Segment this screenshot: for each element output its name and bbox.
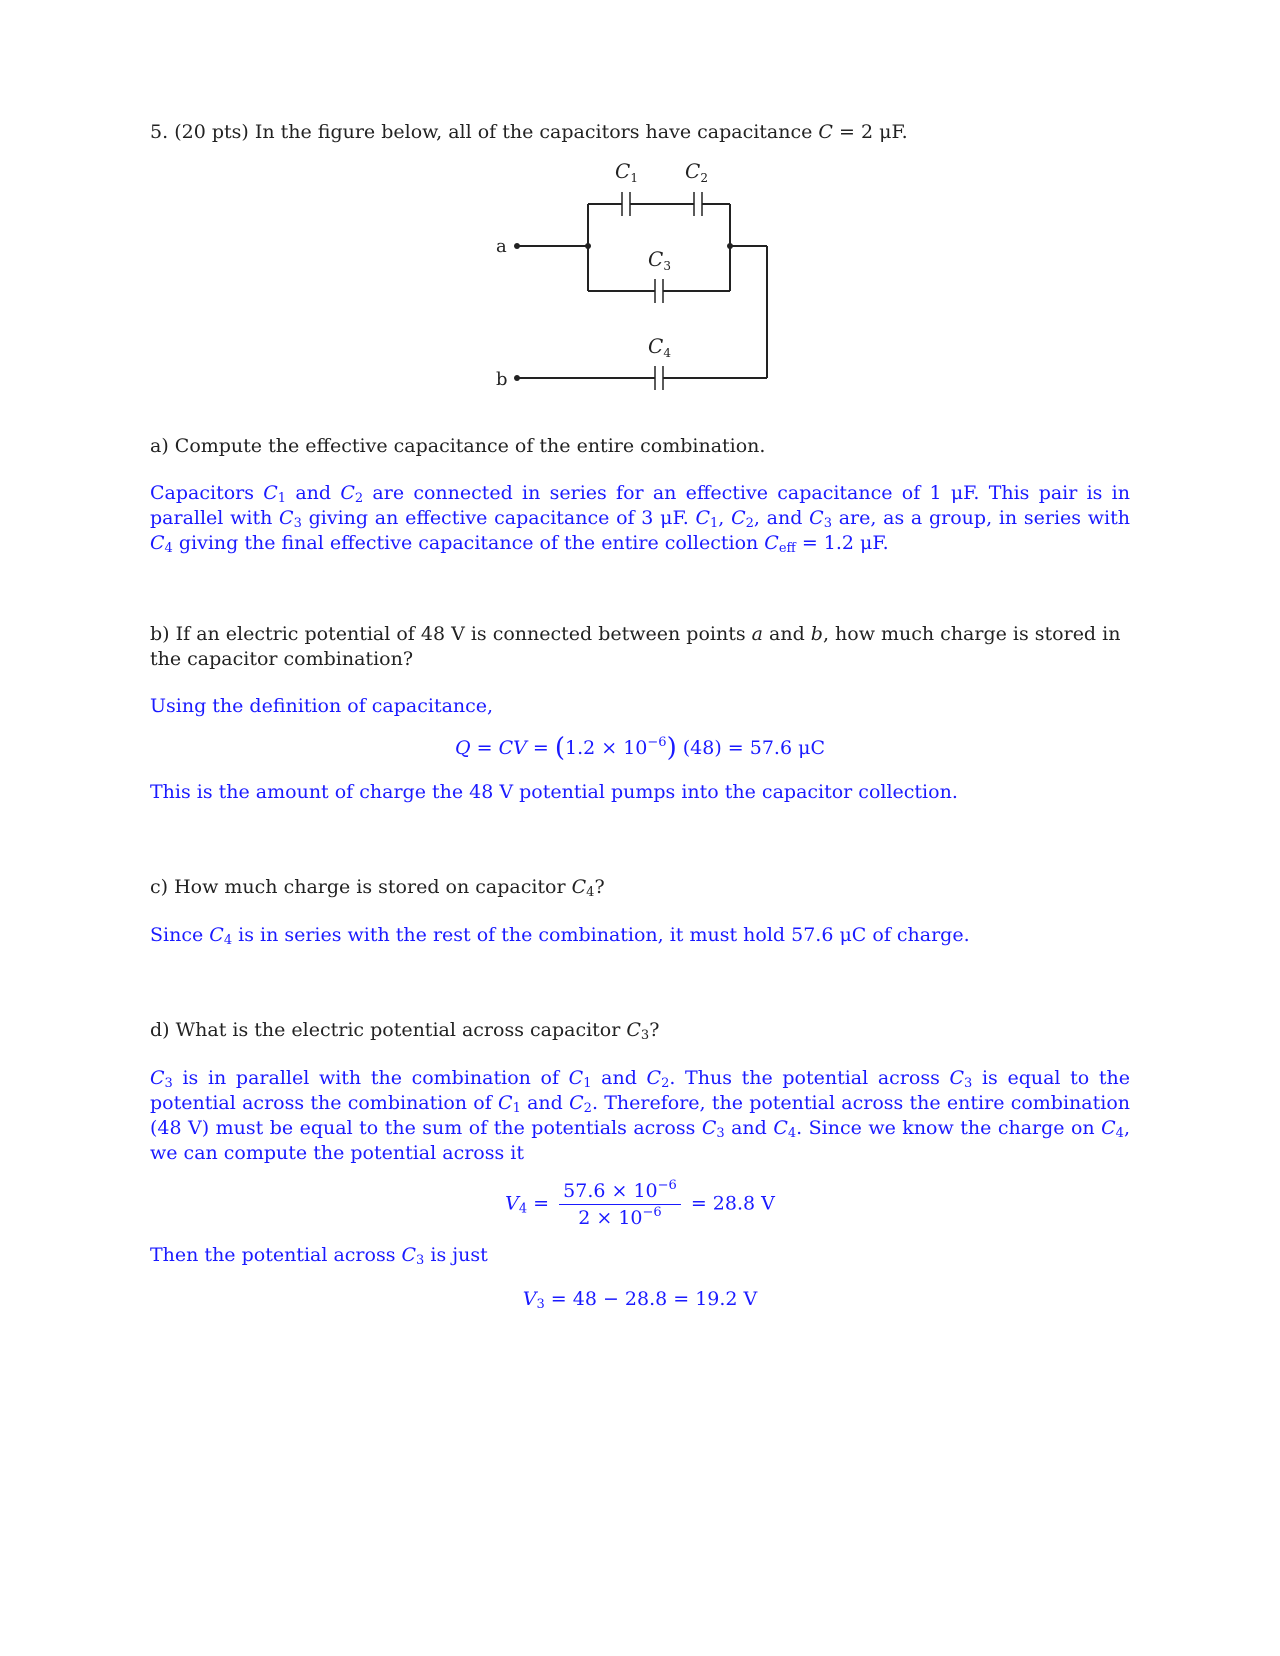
label-c3: $C_3$ xyxy=(648,247,671,273)
part-b-question: b) If an electric potential of 48 V is connected between points a and b, how much charge is stored in the capacitor combination? xyxy=(150,623,1121,670)
equation-v4: $V_4$ = $\frac{57.6 \times 10^{-6}}{2 \times 10^{-6}}$ = 28.8 V xyxy=(505,1178,775,1229)
part-a-answer: Capacitors $C_1$ and $C_2$ are connected in series for an effective capacitance of 1 μF. This pair is in parallel with $C_3$ giving an effective capacitance of 3 μF. $C_1$, $C_2$, and $C_3$ are, as a group, in series with $C_4$ giving the final effective capacitance of the entire collection $C_{eff} = 1.2$ μF. xyxy=(150,482,1130,556)
part-a-question: a) Compute the effective capacitance of the entire combination. xyxy=(150,435,766,457)
part-d-then: Then the potential across $C_3$ is just xyxy=(150,1244,488,1268)
v4-fraction: $\frac{57.6 \times 10^{-6}}{2 \times 10^{-6}}$ xyxy=(559,1180,681,1229)
terminal-a xyxy=(514,243,520,249)
part-c-question: c) How much charge is stored on capacitor $C_4$? xyxy=(150,876,605,900)
label-c4: $C_4$ xyxy=(648,334,671,360)
label-a: a xyxy=(496,236,507,257)
label-b: b xyxy=(496,369,508,390)
problem-statement: 5. (20 pts) In the figure below, all of the capacitors have capacitance C = 2 μF. xyxy=(150,121,908,143)
part-d-question: d) What is the electric potential across capacitor $C_3$? xyxy=(150,1019,660,1043)
label-c1: $C_1$ xyxy=(615,159,638,185)
label-c2: $C_2$ xyxy=(685,159,708,185)
part-c-answer: Since $C_4$ is in series with the rest of the combination, it must hold 57.6 μC of charge. xyxy=(150,924,970,948)
circuit-diagram xyxy=(480,158,780,408)
equation-charge: Q = CV = $(1.2 \times 10^{-6})$ (48) = 57.6 μC xyxy=(454,733,825,763)
part-d-answer: $C_3$ is in parallel with the combination of $C_1$ and $C_2$. Thus the potential across $C_3$ is equal to the potential across the combination of $C_1$ and $C_2$. Therefore, the potential across the entire combination (48 V) must be equal to the sum of the potentials across $C_3$ and $C_4$. Since we know the charge on $C_4$, we can compute the potential across it xyxy=(150,1067,1131,1164)
part-b-answer-intro: Using the definition of capacitance, xyxy=(150,695,494,717)
equation-v3: $V_3 = 48 - 28.8 = 19.2$ V xyxy=(522,1288,758,1312)
terminal-b xyxy=(514,375,520,381)
junction-left xyxy=(585,243,591,249)
part-b-answer-outro: This is the amount of charge the 48 V potential pumps into the capacitor collection. xyxy=(150,781,958,803)
junction-right xyxy=(727,243,733,249)
